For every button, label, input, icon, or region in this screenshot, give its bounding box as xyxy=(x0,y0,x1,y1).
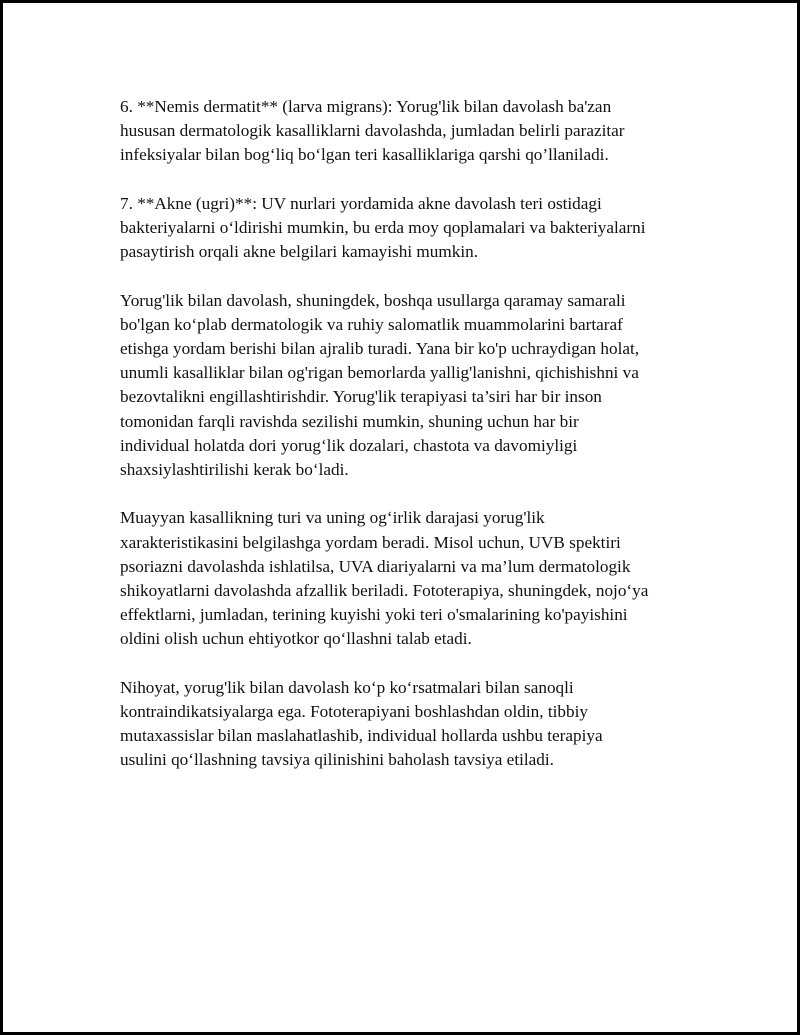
paragraph-conclusion: Nihoyat, yorug'lik bilan davolash ko‘p ko‘rsatmalari bilan sanoqli kontraindikatsiyalarga ega. Fototerapiyani boshlashdan oldin, tibbiy mutaxassislar bilan maslahatlashib, individual hollarda ushbu terapiya usulini qo‘llashning tavsiya qilinishini baholash tavsiya etiladi. xyxy=(120,677,603,770)
paragraph-light-characteristics: Muayyan kasallikning turi va uning og‘irlik darajasi yorug'lik xarakteristikasini belgilashga yordam beradi. Misol uchun, UVB spektiri psoriazni davolashda ishlatilsa, UVA diariyalarni va ma’lum dermatologik shikoyatlarni davolashda afzallik beriladi. Fototerapiya, shuningdek, nojo‘ya effektlarni, jumladan, terining kuyishi yoki teri o'smalarining ko'payishini oldini olish uchun ehtiyotkor qo‘llashni talab etadi. xyxy=(120,508,649,649)
paragraph-nemis-dermatit: 6. **Nemis dermatit** (larva migrans): Yorug'lik bilan davolash ba'zan hususan dermatologik kasalliklarni davolashda, jumladan belirli parazitar infeksiyalar bilan bog‘liq bo‘lgan teri kasalliklariga qarshi qo’llaniladi. xyxy=(120,97,625,165)
document-body xyxy=(120,95,695,797)
paragraph-general-benefits: Yorug'lik bilan davolash, shuningdek, boshqa usullarga qaramay samarali bo'lgan ko‘plab dermatologik va ruhiy salomatlik muammolarini bartaraf etishga yordam berishi bilan ajralib turadi. Yana bir ko'p uchraydigan holat, unumli kasalliklar bilan og'rigan bemorlarda yallig'lanishni, qichishishni va bezovtalikni engillashtirishdir. Yorug'lik terapiyasi ta’siri har bir inson tomonidan farqli ravishda sezilishi mumkin, shuning uchun har bir individual holatda dori yorug‘lik dozalari, chastota va davomiyligi shaxsiylashtirilishi kerak bo‘ladi. xyxy=(120,290,640,480)
paragraph-akne: 7. **Akne (ugri)**: UV nurlari yordamida akne davolash teri ostidagi bakteriyalarni o‘ldirishi mumkin, bu erda moy qoplamalari va bakteriyalarni pasaytirish orqali akne belgilari kamayishi mumkin. xyxy=(120,193,646,262)
